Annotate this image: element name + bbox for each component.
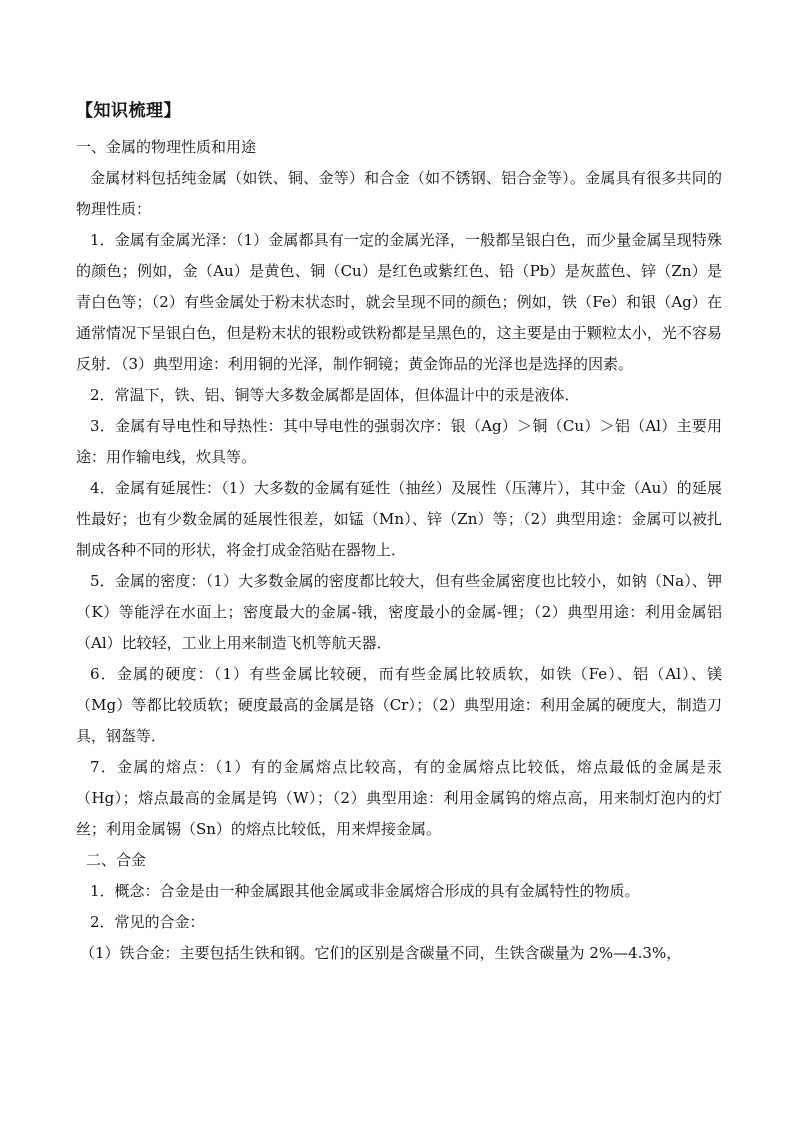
property-2-state: 2．常温下，铁、铝、铜等大多数金属都是固体，但体温计中的汞是液体． [90,386,580,404]
alloy-concept: 1．概念：合金是由一种金属跟其他金属或非金属熔合形成的具有金属特性的物质。 [90,882,640,900]
section-1-intro: 金属材料包括纯金属（如铁、铜、金等）和合金（如不锈钢、铝合金等）。金属具有很多共同的物理性质： [76,169,722,218]
property-4-ductility: 4．金属有延展性：（1）大多数的金属有延性（抽丝）及展性（压薄片），其中金（Au）的延展性最好；也有少数金属的延展性很差，如锰（Mn）、锌（Zn）等；（2）典型用途：金属可以被扎制成各种不同的形状，将金打成金箔贴在器物上． [76,479,722,559]
document-page [76,98,722,969]
iron-alloy: （1）铁合金：主要包括生铁和钢。它们的区别是含碳量不同，生铁含碳量为 2%—4.3%， [80,944,682,962]
property-3-conductivity: 3．金属有导电性和导热性：其中导电性的强弱次序：银（Ag）＞铜（Cu）＞铝（Al）主要用途：用作输电线，炊具等。 [76,417,722,466]
common-alloys: 2．常见的合金： [90,913,205,931]
property-7-melting-point: 7．金属的熔点：（1）有的金属熔点比较高，有的金属熔点比较低，熔点最低的金属是汞（Hg）；熔点最高的金属是钨（W）；（2）典型用途：利用金属钨的熔点高，用来制灯泡内的灯丝；利用金属锡（Sn）的熔点比较低，用来焊接金属。 [76,758,722,838]
property-1-luster: 1．金属有金属光泽：（1）金属都具有一定的金属光泽，一般都呈银白色，而少量金属呈现特殊的颜色；例如，金（Au）是黄色、铜（Cu）是红色或紫红色、铅（Pb）是灰蓝色、锌（Zn）是青白色等；（2）有些金属处于粉末状态时，就会呈现不同的颜色；例如，铁（Fe）和银（Ag）在通常情况下呈银白色，但是粉末状的银粉或铁粉都是呈黑色的，这主要是由于颗粒太小，光不容易反射．（3）典型用途：利用铜的光泽，制作铜镜；黄金饰品的光泽也是选择的因素。 [76,231,722,373]
property-5-density: 5．金属的密度：（1）大多数金属的密度都比较大，但有些金属密度也比较小，如钠（Na）、钾（K）等能浮在水面上；密度最大的金属-锇，密度最小的金属-锂；（2）典型用途：利用金属铝（Al）比较轻，工业上用来制造飞机等航天器． [76,572,722,652]
section-2-title: 二、合金 [86,851,147,869]
section-1-title: 一、金属的物理性质和用途 [76,138,257,156]
knowledge-summary-heading: 【知识梳理】 [76,101,181,121]
property-6-hardness: 6．金属的硬度：（1）有些金属比较硬，而有些金属比较质软，如铁（Fe）、铝（Al）、镁（Mg）等都比较质软；硬度最高的金属是铬（Cr）；（2）典型用途：利用金属的硬度大，制造刀具，钢盔等． [76,665,722,745]
